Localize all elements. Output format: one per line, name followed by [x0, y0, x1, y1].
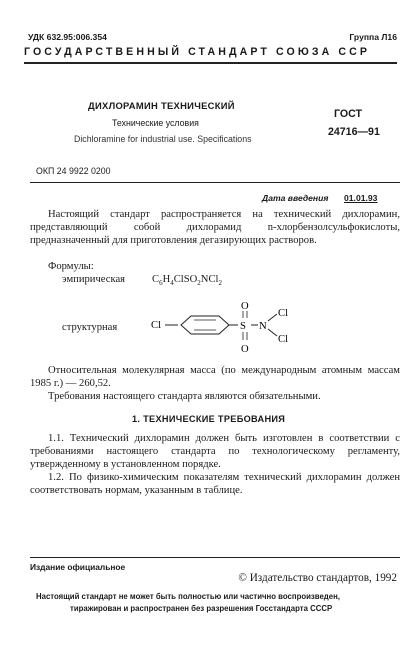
intro-paragraph: Настоящий стандарт распространяется на технический дихлорамин, представляющий собой дихлорамид n-хлорбензолсульфокислоты, предназначенный для приготовления дегазирующих растворов. [30, 209, 400, 247]
section-heading: 1. ТЕХНИЧЕСКИЕ ТРЕБОВАНИЯ [132, 414, 286, 424]
clause-1-2: 1.2. По физико-химическим показателям технический дихлорамин должен соответствовать нормам, указанным в таблице. [30, 472, 400, 497]
mandatory-paragraph: Требования настоящего стандарта являются обязательными. [48, 391, 321, 402]
intro-date-value: 01.01.93 [344, 193, 378, 203]
struct-o-bottom: O [241, 344, 249, 355]
formulas-label: Формулы: [48, 261, 94, 272]
intro-date-label: Дата введения [262, 193, 329, 203]
gost-number: 24716—91 [328, 126, 380, 138]
struct-cl-left: Cl [151, 320, 162, 331]
struct-cl-top: Cl [278, 308, 289, 319]
structural-label: структурная [62, 322, 118, 333]
empirical-label: эмпирическая [62, 274, 126, 285]
title-rule [30, 182, 400, 183]
footer-rule [30, 557, 400, 558]
document-subtitle: Технические условия [112, 118, 199, 128]
struct-cl-bottom: Cl [278, 334, 289, 345]
english-title: Dichloramine for industrial use. Specifications [74, 134, 252, 144]
notice-line-1: Настоящий стандарт не может быть полностью или частично воспроизведен, [36, 592, 340, 601]
structural-formula [145, 296, 305, 358]
gost-label: ГОСТ [334, 108, 362, 120]
benzene-ring [181, 316, 229, 334]
udk-code: УДК 632.95:006.354 [28, 32, 107, 42]
standard-title: ГОСУДАРСТВЕННЫЙ СТАНДАРТ СОЮЗА ССР [24, 46, 371, 58]
struct-n: N [259, 321, 267, 332]
group-code: Группа Л16 [349, 32, 397, 42]
notice-line-2: тиражирован и распространен без разрешения Госстандарта СССР [70, 604, 333, 613]
empirical-formula: $C_6H_4ClSO_2NCl_2$ [152, 274, 222, 288]
molar-mass-paragraph: Относительная молекулярная масса (по международным атомным массам 1985 г.) — 260,52. [30, 365, 400, 390]
struct-s: S [240, 321, 246, 332]
copyright: © Издательство стандартов, 1992 [238, 572, 397, 584]
header-rule [24, 62, 397, 64]
document-title: ДИХЛОРАМИН ТЕХНИЧЕСКИЙ [88, 100, 235, 111]
clause-1-1: 1.1. Технический дихлорамин должен быть изготовлен в соответствии с требованиями настоящего стандарта по технологическому регламенту, утвержденному в установленном порядке. [30, 433, 400, 471]
okp-code: ОКП 24 9922 0200 [36, 166, 111, 176]
official-edition: Издание официальное [30, 562, 126, 572]
struct-o-top: O [241, 301, 249, 312]
